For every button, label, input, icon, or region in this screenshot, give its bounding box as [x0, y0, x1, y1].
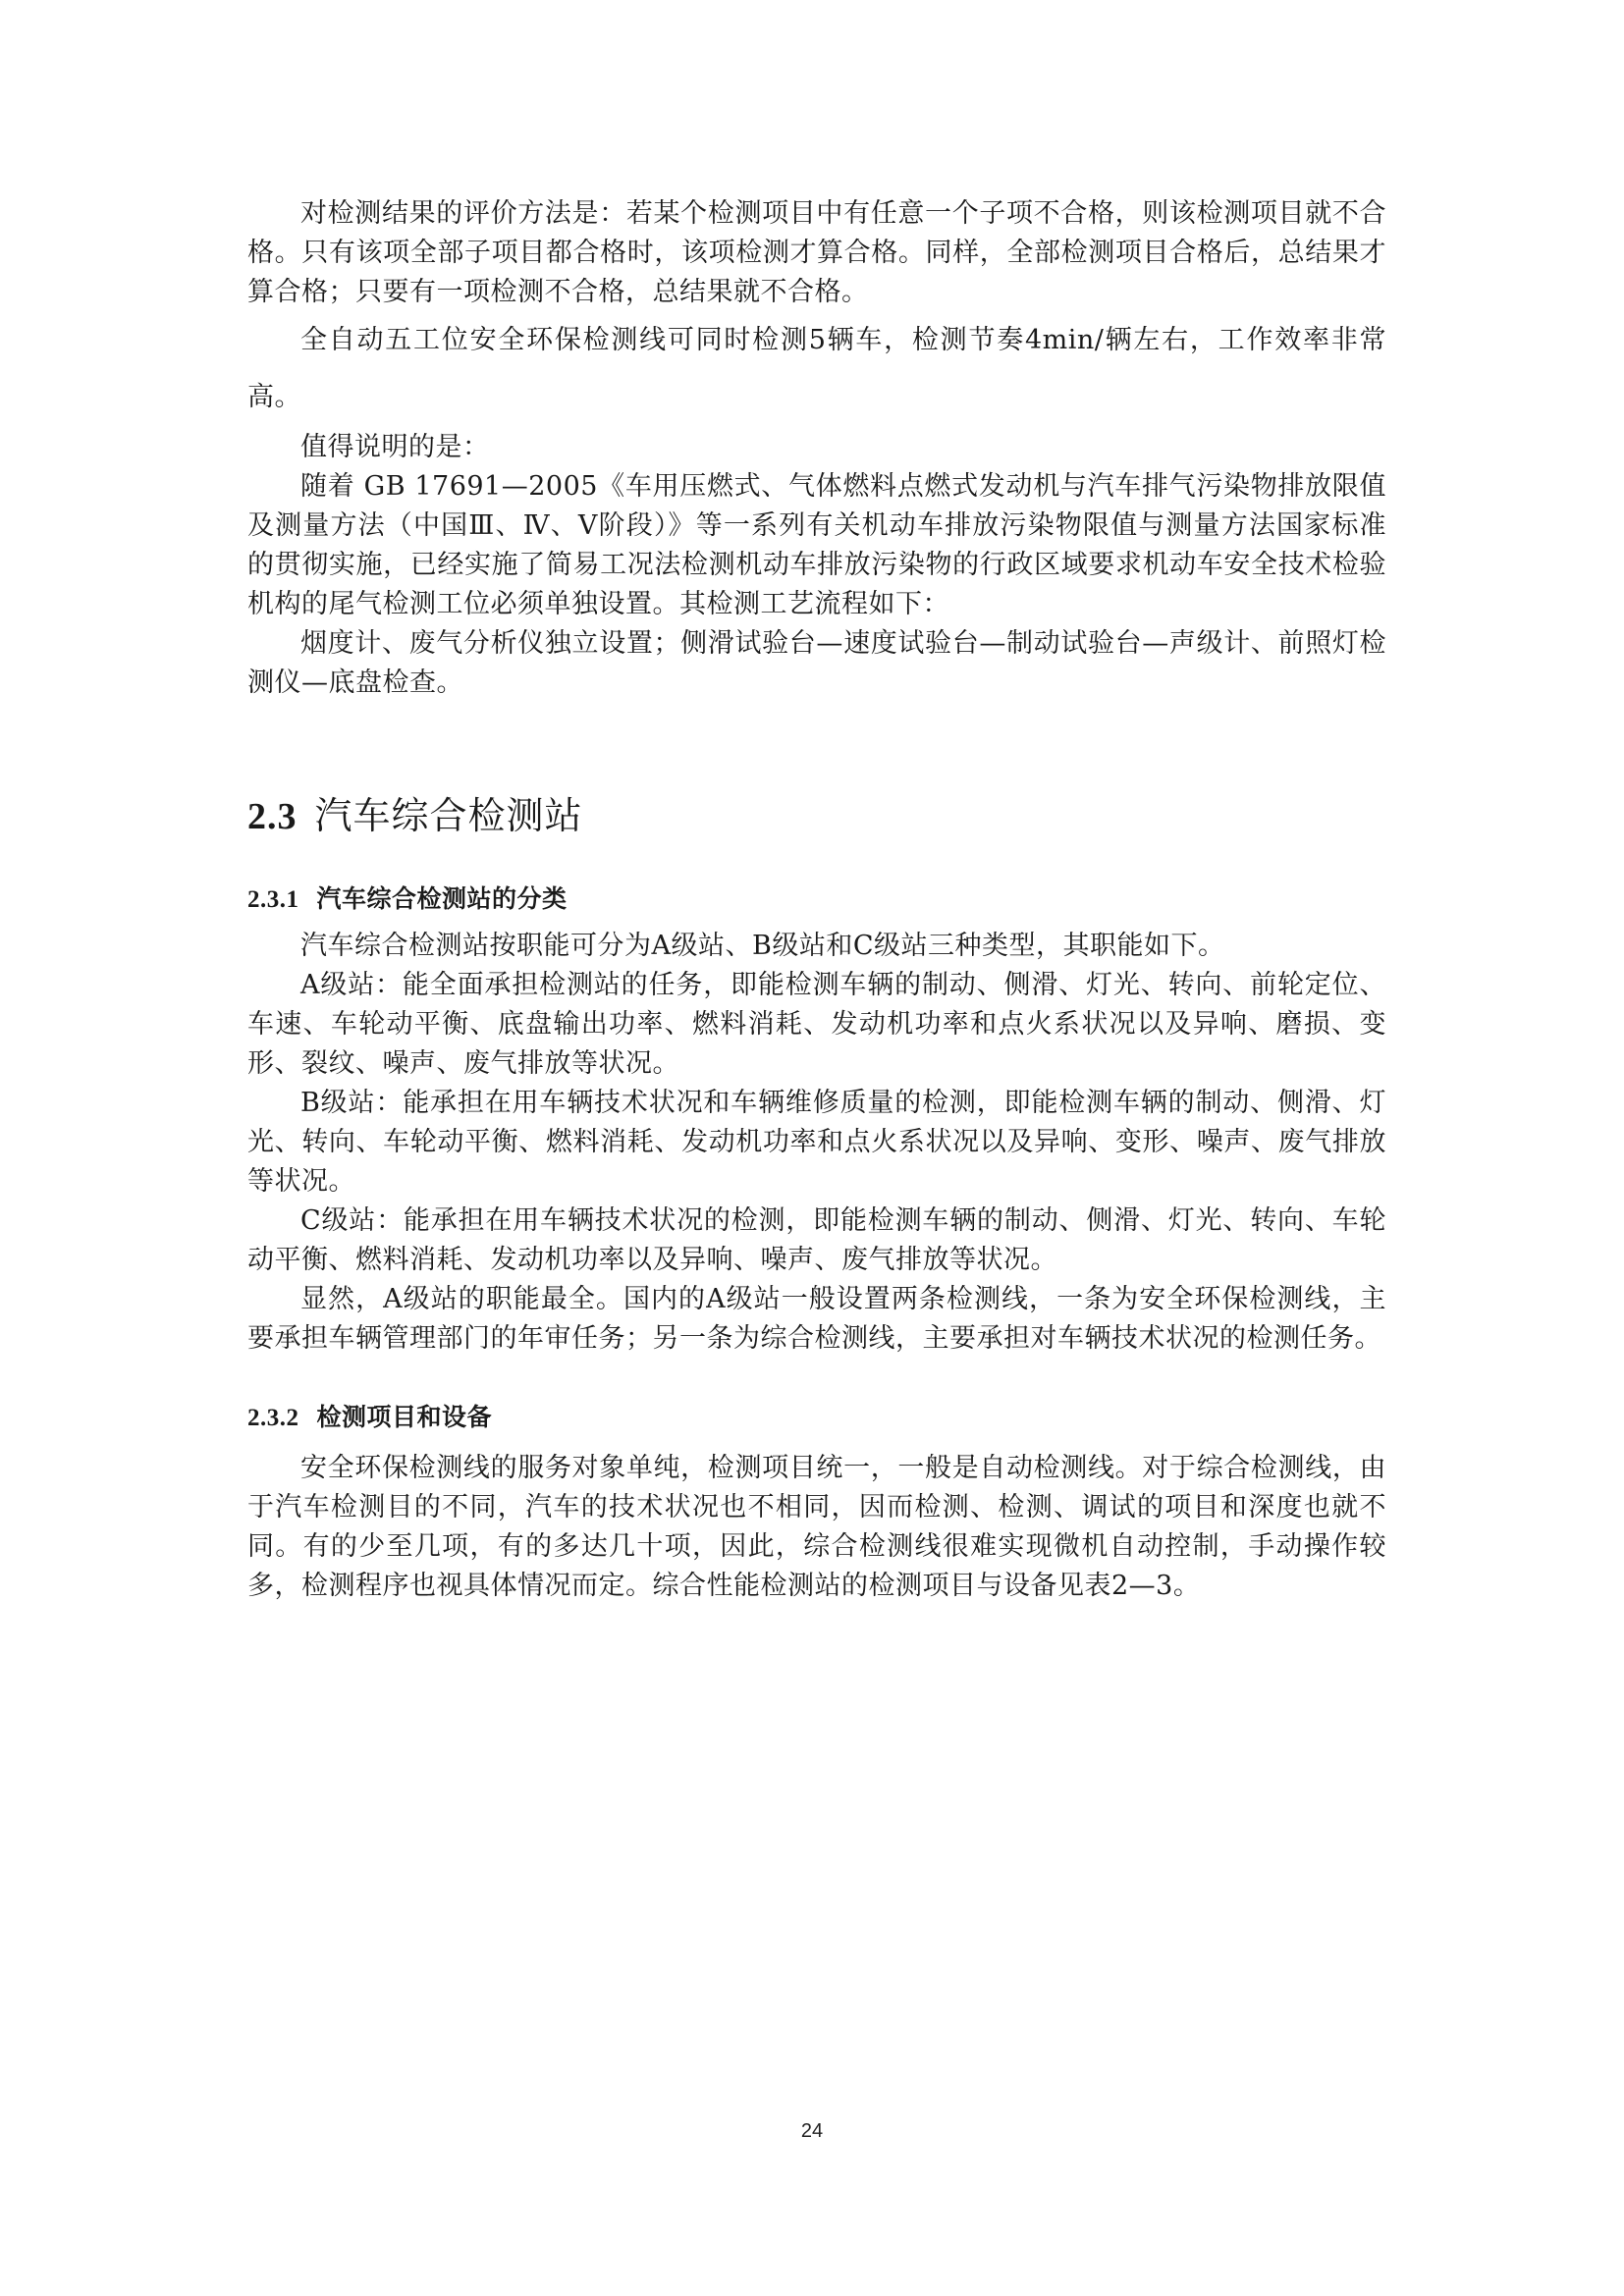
paragraph-a-level: A级站：能全面承担检测站的任务，即能检测车辆的制动、侧滑、灯光、转向、前轮定位、车速、车轮动平衡、底盘输出功率、燃料消耗、发动机功率和点火系状况以及异响、磨损、变形、裂纹、噪声、废气排放等状况。 [247, 970, 1386, 1079]
items-equipment-paragraphs [247, 1449, 1386, 1606]
paragraph-note-intro: 值得说明的是： [300, 432, 490, 462]
paragraph-process-flow: 烟度计、废气分析仪独立设置；侧滑试验台—速度试验台—制动试验台—声级计、前照灯检测仪—底盘检查。 [247, 628, 1386, 698]
subsection-title: 汽车综合检测站的分类 [316, 884, 568, 913]
paragraph-five-station-line: 全自动五工位安全环保检测线可同时检测5辆车，检测节奏4min/辆左右，工作效率非常高。 [247, 325, 1386, 412]
paragraph-a-level-summary: 显然，A级站的职能最全。国内的A级站一般设置两条检测线，一条为安全环保检测线，主要承担车辆管理部门的年审任务；另一条为综合检测线，主要承担对车辆技术状况的检测任务。 [247, 1284, 1386, 1354]
section-heading [247, 785, 583, 839]
subsection-number: 2.3.1 [247, 886, 299, 913]
note-paragraphs [247, 428, 1386, 703]
paragraph-c-level: C级站：能承担在用车辆技术状况的检测，即能检测车辆的制动、侧滑、灯光、转向、车轮动平衡、燃料消耗、发动机功率以及异响、噪声、废气排放等状况。 [247, 1205, 1386, 1275]
subsection-title: 检测项目和设备 [316, 1403, 493, 1431]
subsection-heading-items-equipment [247, 1398, 492, 1433]
paragraph-b-level: B级站：能承担在用车辆技术状况和车辆维修质量的检测，即能检测车辆的制动、侧滑、灯光、转向、车轮动平衡、燃料消耗、发动机功率和点火系状况以及异响、变形、噪声、废气排放等状况。 [247, 1088, 1386, 1197]
evaluation-paragraphs [247, 194, 1386, 426]
section-number: 2.3 [247, 796, 298, 837]
classification-paragraphs [247, 927, 1386, 1359]
paragraph-station-types: 汽车综合检测站按职能可分为A级站、B级站和C级站三种类型，其职能如下。 [300, 931, 1225, 961]
subsection-heading-classification [247, 880, 568, 915]
paragraph-detection-items: 安全环保检测线的服务对象单纯，检测项目统一，一般是自动检测线。对于综合检测线，由于汽车检测目的不同，汽车的技术状况也不相同，因而检测、检测、调试的项目和深度也就不同。有的少至几项，有的多达几十项，因此，综合检测线很难实现微机自动控制，手动操作较多，检测程序也视具体情况而定。综合性能检测站的检测项目与设备见表2—3。 [247, 1453, 1386, 1601]
paragraph-evaluation-method: 对检测结果的评价方法是：若某个检测项目中有任意一个子项不合格，则该检测项目就不合格。只有该项全部子项目都合格时，该项检测才算合格。同样，全部检测项目合格后，总结果才算合格；只要有一项检测不合格，总结果就不合格。 [247, 198, 1386, 307]
subsection-number: 2.3.2 [247, 1405, 299, 1431]
paragraph-emission-standard: 随着 GB 17691—2005《车用压燃式、气体燃料点燃式发动机与汽车排气污染物排放限值及测量方法（中国Ⅲ、Ⅳ、Ⅴ阶段）》等一系列有关机动车排放污染物限值与测量方法国家标准的贯彻实施，已经实施了简易工况法检测机动车排放污染物的行政区域要求机动车安全技术检验机构的尾气检测工位必须单独设置。其检测工艺流程如下： [247, 471, 1386, 619]
page-number: 24 [800, 2120, 824, 2142]
section-title: 汽车综合检测站 [314, 794, 583, 837]
